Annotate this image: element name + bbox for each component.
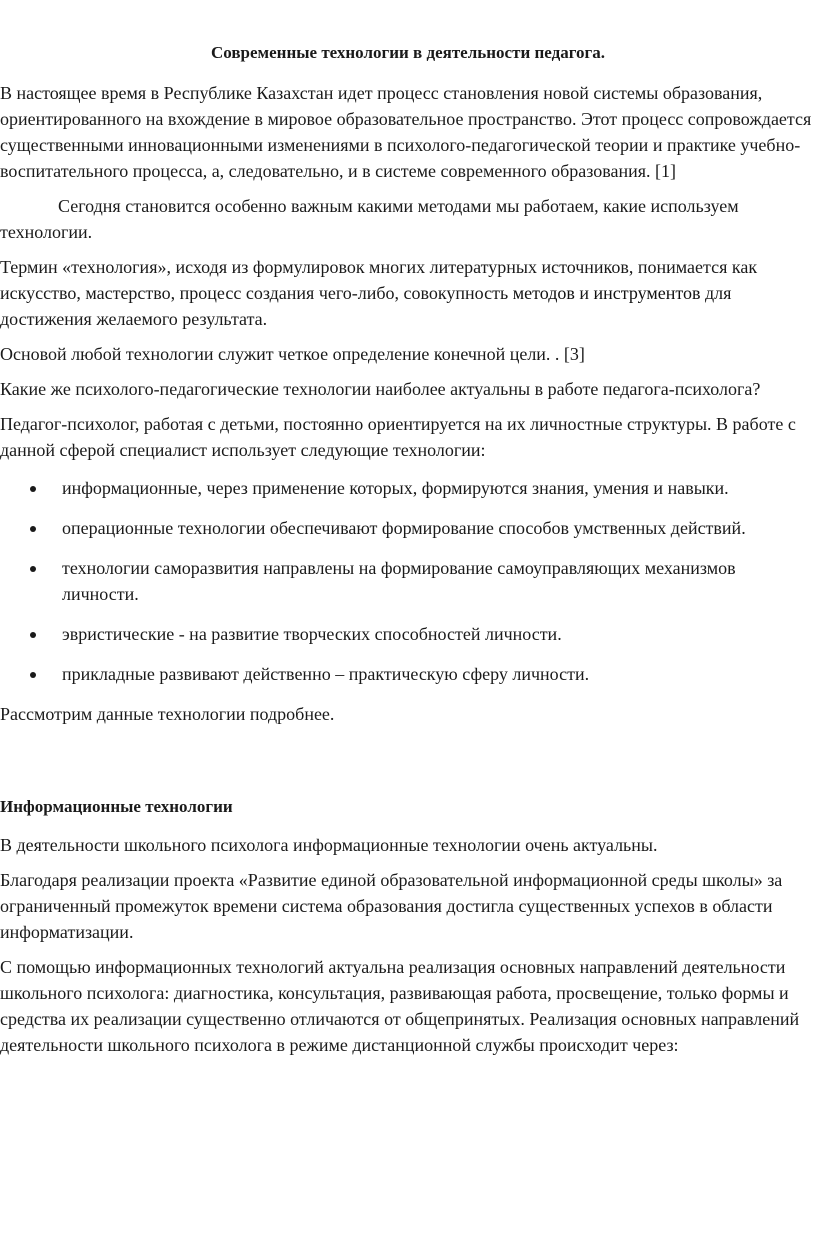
goal-paragraph: Основой любой технологии служит четкое определение конечной цели. . [3] xyxy=(0,344,585,364)
list-item xyxy=(0,555,816,607)
bullet-icon xyxy=(30,672,36,678)
question-paragraph: Какие же психолого-педагогические технологии наиболее актуальны в работе педагога-психолога? xyxy=(0,379,761,399)
term-text-before: Термин «технология», исходя из формулировок многих литературных источников, понимается как искусство, мастерство, процесс создания чего-либо, совокупность xyxy=(0,257,758,303)
section-paragraph: В деятельности школьного психолога информационные технологии очень актуальны. xyxy=(0,835,658,855)
bullet-icon xyxy=(30,486,36,492)
document-title: Современные технологии в деятельности педагога. xyxy=(211,43,605,62)
bullet-icon xyxy=(30,526,36,532)
term-paragraph xyxy=(0,254,816,332)
list-item xyxy=(0,515,816,541)
instruments-link[interactable]: инструментов xyxy=(593,283,701,303)
list-item xyxy=(0,621,816,647)
list-item xyxy=(0,661,816,687)
list-item-text: прикладные развивают действенно – практическую сферу личности. xyxy=(62,664,590,684)
bullet-icon xyxy=(30,632,36,638)
section-paragraph: С помощью информационных технологий актуальна реализация основных направлений деятельности школьного психолога: диагностика, консультация, развивающая работа, просвещение, только формы и средства их реализации существенно отличаются от общепринятых. Реализация основных направлений деятельности школьного психолога в режиме дистанционной службы происходит через: xyxy=(0,957,800,1055)
psychologist-paragraph: Педагог-психолог, работая с детьми, постоянно ориентируется на их личностные структуры. В работе с данной сферой специалист использует следующие технологии: xyxy=(0,414,796,460)
vertical-spacer xyxy=(0,736,816,794)
section-heading: Информационные технологии xyxy=(0,797,233,816)
list-item-text: информационные, через применение которых, формируются знания, умения и навыки. xyxy=(62,478,729,498)
list-item xyxy=(0,475,816,501)
intro-paragraph: В настоящее время в Республике Казахстан идет процесс становления новой системы образования, ориентированного на вхождение в мировое образовательное пространство. Этот процесс сопровождается существенными инновационными изменениями в психолого-педагогической теории и практике учебно-воспитательного процесса, а, следовательно, и в системе современного образования. [1] xyxy=(0,83,812,181)
list-item-text: операционные технологии обеспечивают формирование способов умственных действий. xyxy=(62,518,746,538)
technologies-list xyxy=(0,475,816,687)
list-item-text: технологии саморазвития направлены на формирование самоуправляющих механизмов личности. xyxy=(62,558,736,604)
section-paragraph: Благодаря реализации проекта «Развитие единой образовательной информационной среды школы» за ограниченный промежуток времени система образования достигла существенных успехов в области информатизации. xyxy=(0,870,783,942)
term-text-after: для достижения желаемого результата. xyxy=(0,283,732,329)
methods-link[interactable]: методов xyxy=(512,283,575,303)
term-text-middle: и xyxy=(574,283,594,303)
bullet-icon xyxy=(30,566,36,572)
after-list-paragraph: Рассмотрим данные технологии подробнее. xyxy=(0,704,335,724)
indented-paragraph: Сегодня становится особенно важным какими методами мы работаем, какие используем технологии. xyxy=(0,196,739,242)
list-item-text: эвристические - на развитие творческих способностей личности. xyxy=(62,624,562,644)
